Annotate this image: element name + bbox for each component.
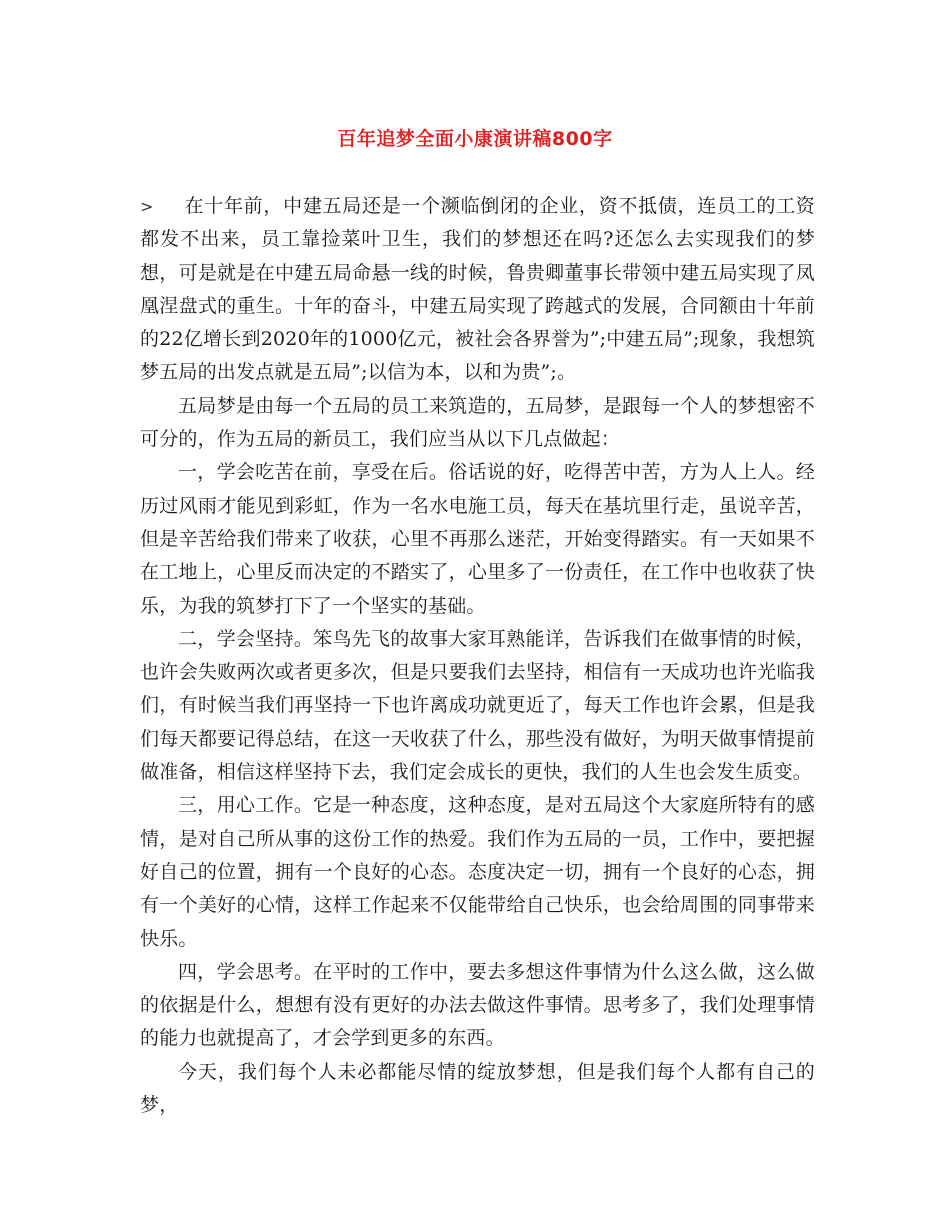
bullet-marker-icon: > bbox=[140, 197, 154, 216]
paragraph-3: 一，学会吃苦在前，享受在后。俗话说的好，吃得苦中苦，方为人上人。经历过风雨才能见到彩虹，作为一名水电施工员，每天在基坑里行走，虽说辛苦，但是辛苦给我们带来了收获，心里不再那么迷茫，开始变得踏实。有一天如果不在工地上，心里反而决定的不踏实了，心里多了一份责任，在工作中也收获了快乐，为我的筑梦打下了一个坚实的基础。 bbox=[140, 461, 815, 617]
paragraph-4: 二，学会坚持。笨鸟先飞的故事大家耳熟能详，告诉我们在做事情的时候，也许会失败两次或者更多次，但是只要我们去坚持，相信有一天成功也许光临我们，有时候当我们再坚持一下也许离成功就更近了，每天工作也许会累，但是我们每天都要记得总结，在这一天收获了什么，那些没有做好，为明天做事情提前做准备，相信这样坚持下去，我们定会成长的更快，我们的人生也会发生质变。 bbox=[140, 627, 815, 784]
paragraph-7: 今天，我们每个人未必都能尽情的绽放梦想，但是我们每个人都有自己的梦， bbox=[140, 1060, 815, 1117]
paragraph-6: 四，学会思考。在平时的工作中，要去多想这件事情为什么这么做，这么做的依据是什么，想想有没有更好的办法去做这件事情。思考多了，我们处理事情的能力也就提高了，才会学到更多的东西。 bbox=[140, 960, 815, 1050]
document-title: 百年追梦全面小康演讲稿800字 bbox=[337, 128, 613, 150]
paragraph-5: 三，用心工作。它是一种态度，这种态度，是对五局这个大家庭所特有的感情，是对自己所从事的这份工作的热爱。我们作为五局的一员，工作中，要把握好自己的位置，拥有一个良好的心态。态度决定一切，拥有一个良好的心态，拥有一个美好的心情，这样工作起来不仅能带给自己快乐，也会给周围的同事带来快乐。 bbox=[140, 794, 815, 950]
paragraph-2: 五局梦是由每一个五局的员工来筑造的，五局梦，是跟每一个人的梦想密不可分的，作为五局的新员工，我们应当从以下几点做起： bbox=[140, 394, 815, 451]
paragraph-1-text: 在十年前，中建五局还是一个濒临倒闭的企业，资不抵债，连员工的工资都发不出来，员工靠捡菜叶卫生，我们的梦想还在吗?还怎么去实现我们的梦想，可是就是在中建五局命悬一线的时候，鲁贵卿董事长带领中建五局实现了凤凰涅盘式的重生。十年的奋斗，中建五局实现了跨越式的发展，合同额由十年前的22亿增长到2020年的1000亿元，被社会各界誉为”;中建五局”;现象，我想筑梦五局的出发点就是五局”;以信为本，以和为贵”;。 bbox=[140, 195, 815, 384]
paragraph-1 bbox=[140, 190, 815, 390]
document-body bbox=[140, 190, 815, 1122]
